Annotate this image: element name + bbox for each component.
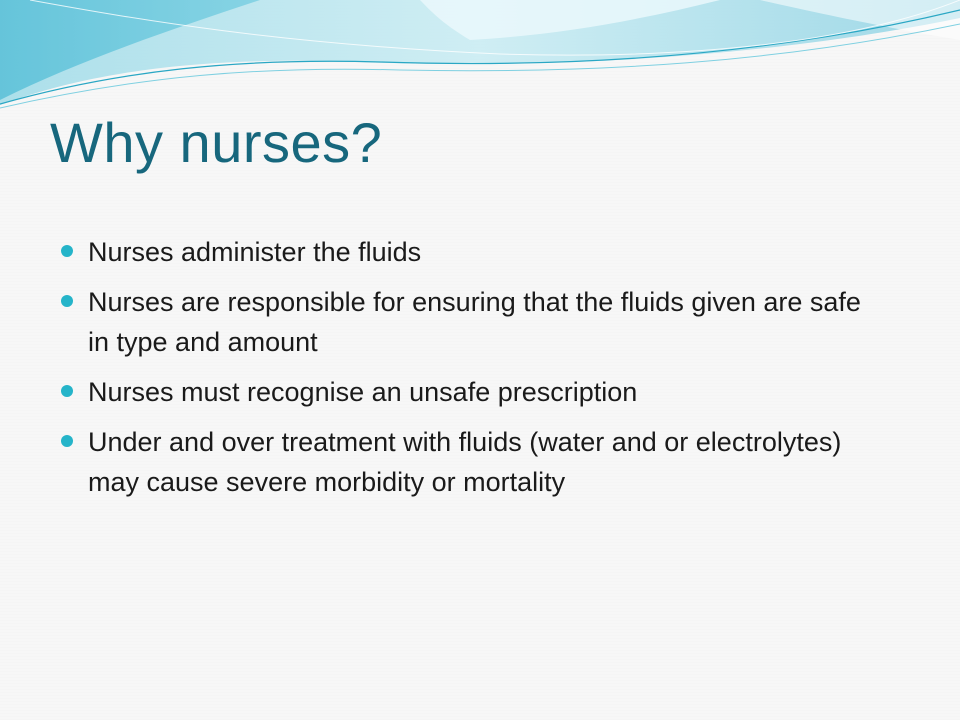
bullet-list [60,232,880,512]
bullet-text: Under and over treatment with fluids (water and or electrolytes) may cause severe morbidity or mortality [88,427,842,497]
list-item [60,422,880,502]
wave-decoration-icon [0,0,960,120]
bullet-text: Nurses administer the fluids [88,237,422,267]
bullet-text: Nurses must recognise an unsafe prescription [88,377,638,407]
bullet-text: Nurses are responsible for ensuring that the fluids given are safe in type and amount [88,287,861,357]
slide-title: Why nurses? [50,111,383,174]
list-item [60,372,880,412]
circle-bullet-icon [61,245,73,257]
list-item [60,232,880,272]
circle-bullet-icon [61,385,73,397]
circle-bullet-icon [61,435,73,447]
circle-bullet-icon [61,295,73,307]
list-item [60,282,880,362]
